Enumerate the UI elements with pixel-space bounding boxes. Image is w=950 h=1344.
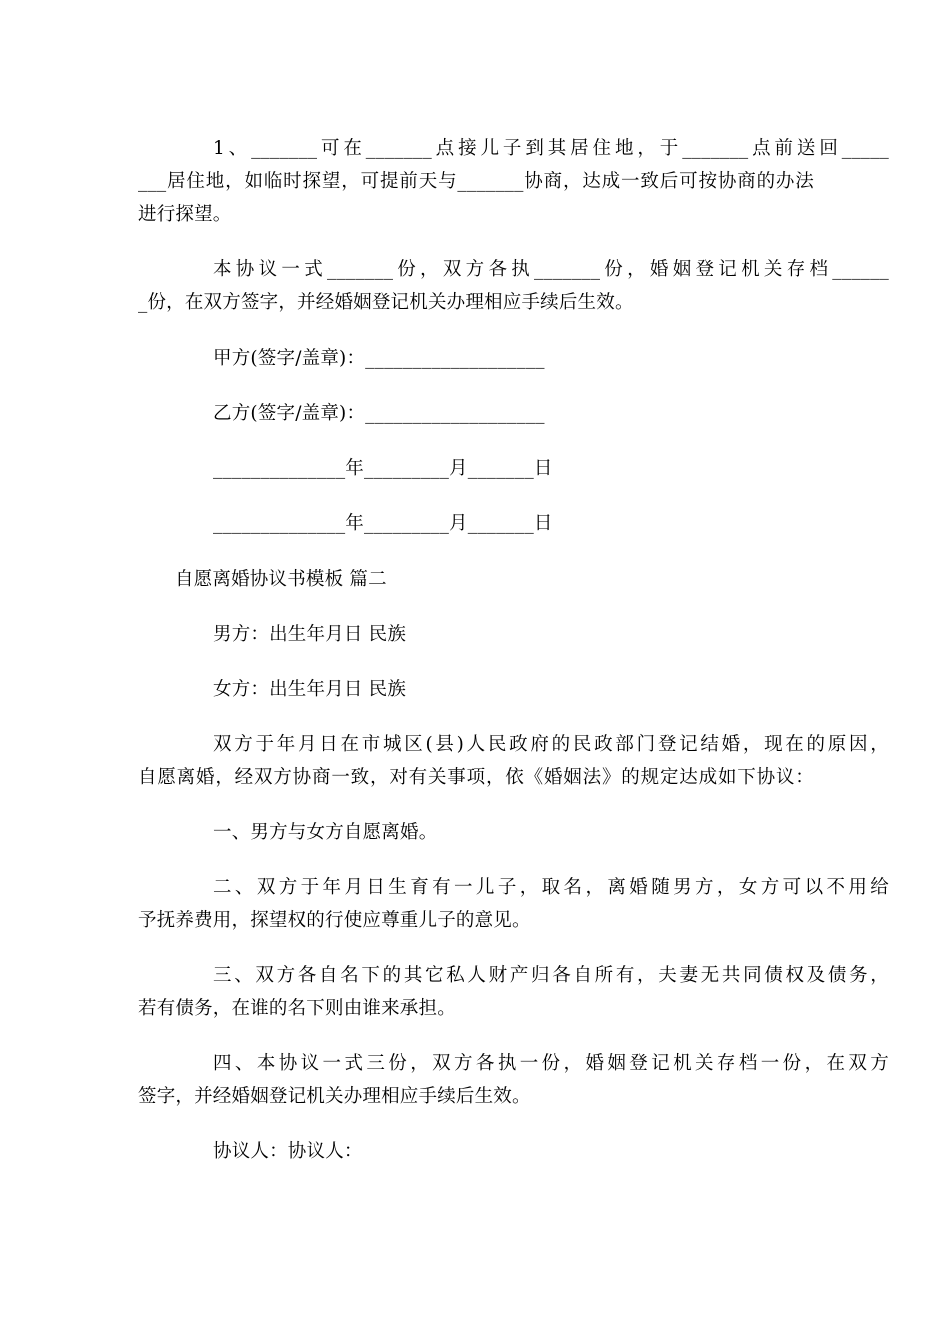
party-b-signature: 乙方(签字/盖章)：___________________ bbox=[213, 403, 545, 424]
clause-4-line-1: 四、本协议一式三份，双方各执一份，婚姻登记机关存档一份，在双方 bbox=[213, 1053, 889, 1074]
intro-line-2: 自愿离婚，经双方协商一致，对有关事项，依《婚姻法》的规定达成如下协议： bbox=[138, 767, 814, 788]
clause-1: 一、男方与女方自愿离婚。 bbox=[213, 822, 438, 843]
copies-line-1: 本协议一式_______份，双方各执_______份，婚姻登记机关存档______ bbox=[213, 259, 889, 280]
clause-4-line-2: 签字，并经婚姻登记机关办理相应手续后生效。 bbox=[138, 1086, 531, 1107]
visit-line-1: 1、_______可在_______点接儿子到其居住地，于_______点前送回_____ bbox=[213, 138, 889, 159]
copies-line-2: _份，在双方签字，并经婚姻登记机关办理相应手续后生效。 bbox=[138, 292, 634, 313]
clause-3-line-1: 三、双方各自名下的其它私人财产归各自所有，夫妻无共同债权及债务， bbox=[213, 965, 889, 986]
clause-2-line-2: 予抚养费用，探望权的行使应尊重儿子的意见。 bbox=[138, 910, 531, 931]
visit-line-3: 进行探望。 bbox=[138, 204, 232, 225]
clause-3-line-2: 若有债务，在谁的名下则由谁来承担。 bbox=[138, 998, 456, 1019]
signatories-line: 协议人：协议人： bbox=[213, 1141, 363, 1162]
section-title: 自愿离婚协议书模板 篇二 bbox=[175, 569, 387, 590]
intro-line-1: 双方于年月日在市城区(县)人民政府的民政部门登记结婚，现在的原因， bbox=[213, 734, 889, 755]
date-line-2: ______________年_________月_______日 bbox=[213, 513, 553, 534]
visit-line-2: ___居住地，如临时探望，可提前天与_______协商，达成一致后可按协商的办法 bbox=[138, 171, 814, 192]
party-a-signature: 甲方(签字/盖章)：___________________ bbox=[213, 348, 545, 369]
male-party-info: 男方：出生年月日 民族 bbox=[213, 624, 407, 645]
clause-2-line-1: 二、双方于年月日生育有一儿子，取名，离婚随男方，女方可以不用给 bbox=[213, 877, 889, 898]
female-party-info: 女方：出生年月日 民族 bbox=[213, 679, 407, 700]
date-line-1: ______________年_________月_______日 bbox=[213, 458, 553, 479]
